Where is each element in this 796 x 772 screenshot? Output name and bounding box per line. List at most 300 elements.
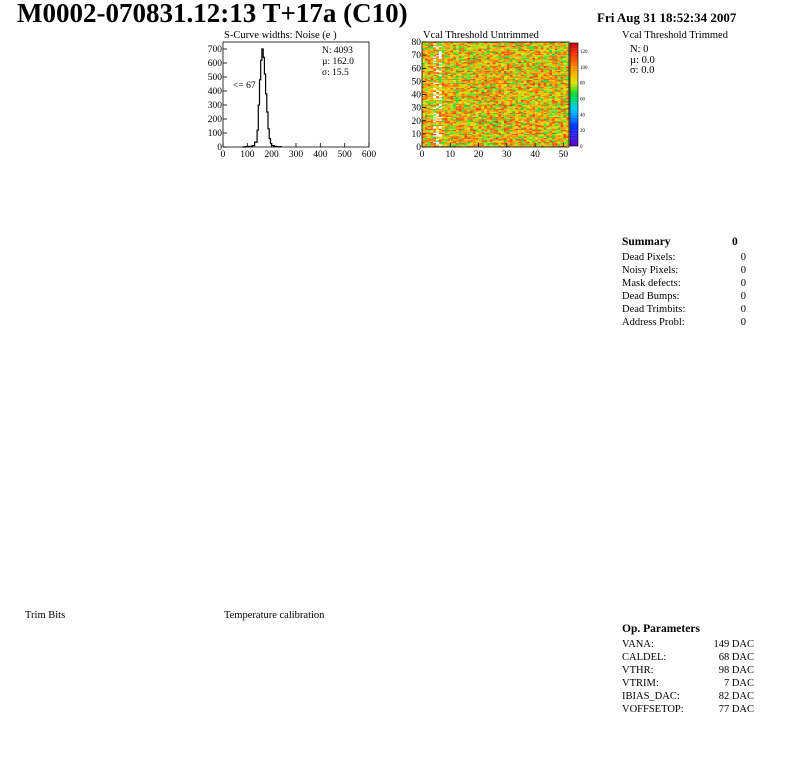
heatmap-cell — [487, 126, 490, 127]
heatmap-cell — [479, 129, 482, 130]
heatmap-cell — [464, 79, 467, 80]
heatmap-cell — [529, 62, 532, 63]
heatmap-cell — [484, 117, 487, 118]
heatmap-cell — [428, 106, 431, 107]
heatmap-cell — [512, 72, 515, 73]
palette-swatch — [570, 143, 578, 146]
heatmap-cell — [498, 135, 501, 136]
heatmap-cell — [464, 142, 467, 143]
heatmap-cell — [518, 135, 521, 136]
heatmap-cell — [473, 56, 476, 57]
heatmap-cell — [484, 51, 487, 52]
heatmap-cell — [422, 77, 425, 78]
heatmap-cell — [512, 71, 515, 72]
heatmap-cell — [558, 45, 561, 46]
heatmap-cell — [552, 66, 555, 67]
heatmap-cell — [504, 130, 507, 131]
heatmap-cell — [430, 125, 433, 126]
heatmap-cell — [484, 47, 487, 48]
heatmap-cell — [538, 45, 541, 46]
palette-swatch — [570, 110, 578, 113]
heatmap-cell — [538, 46, 541, 47]
heatmap-cell — [445, 100, 448, 101]
heatmap-cell — [521, 106, 524, 107]
trimmed-stat-mu: µ: 0.0 — [630, 55, 655, 66]
heatmap-cell — [430, 87, 433, 88]
heatmap-cell — [476, 125, 479, 126]
heatmap-cell — [496, 89, 499, 90]
heatmap-cell — [521, 118, 524, 119]
heatmap-cell — [563, 113, 566, 114]
heatmap-cell — [512, 144, 515, 145]
heatmap-cell — [430, 83, 433, 84]
heatmap-cell — [450, 119, 453, 120]
heatmap-cell — [459, 79, 462, 80]
heatmap-cell — [484, 87, 487, 88]
heatmap-cell — [462, 93, 465, 94]
heatmap-cell — [555, 72, 558, 73]
heatmap-cell — [501, 116, 504, 117]
heatmap-cell — [484, 54, 487, 55]
heatmap-cell — [490, 80, 493, 81]
heatmap-cell — [510, 68, 513, 69]
heatmap-cell — [498, 138, 501, 139]
heatmap-cell — [510, 58, 513, 59]
heatmap-cell — [453, 68, 456, 69]
heatmap-cell — [447, 60, 450, 61]
heatmap-cell — [498, 109, 501, 110]
heatmap-cell — [493, 70, 496, 71]
heatmap-cell — [481, 118, 484, 119]
heatmap-cell — [501, 58, 504, 59]
heatmap-cell — [555, 138, 558, 139]
heatmap-cell — [532, 85, 535, 86]
heatmap-cell — [532, 93, 535, 94]
heatmap-cell — [425, 85, 428, 86]
heatmap-cell — [501, 74, 504, 75]
heatmap-cell — [561, 43, 564, 44]
heatmap-cell — [544, 117, 547, 118]
heatmap-cell — [487, 53, 490, 54]
heatmap-cell — [507, 100, 510, 101]
heatmap-cell — [558, 96, 561, 97]
heatmap-cell — [445, 134, 448, 135]
heatmap-cell — [428, 127, 431, 128]
heatmap-cell — [473, 87, 476, 88]
heatmap-cell — [445, 54, 448, 55]
heatmap-cell — [425, 50, 428, 51]
heatmap-cell — [470, 45, 473, 46]
heatmap-cell — [515, 113, 518, 114]
heatmap-cell — [515, 117, 518, 118]
heatmap-cell — [518, 129, 521, 130]
heatmap-cell — [464, 49, 467, 50]
heatmap-cell — [552, 87, 555, 88]
heatmap-cell — [487, 109, 490, 110]
heatmap-cell — [428, 81, 431, 82]
heatmap-cell — [425, 114, 428, 115]
heatmap-cell — [561, 123, 564, 124]
heatmap-cell — [518, 87, 521, 88]
heatmap-cell — [428, 62, 431, 63]
heatmap-cell — [544, 144, 547, 145]
heatmap-cell — [490, 72, 493, 73]
heatmap-cell — [453, 63, 456, 64]
heatmap-cell — [445, 102, 448, 103]
heatmap-cell — [535, 98, 538, 99]
heatmap-cell — [532, 142, 535, 143]
heatmap-cell — [456, 118, 459, 119]
heatmap-cell — [561, 88, 564, 89]
heatmap-cell — [527, 66, 530, 67]
heatmap-cell — [538, 117, 541, 118]
heatmap-cell — [442, 121, 445, 122]
heatmap-cell — [549, 140, 552, 141]
heatmap-cell — [470, 125, 473, 126]
heatmap-cell — [459, 143, 462, 144]
heatmap-cell — [433, 100, 436, 101]
noise-y-tick-label: 700 — [207, 45, 222, 55]
heatmap-cell — [473, 85, 476, 86]
heatmap-cell — [473, 92, 476, 93]
heatmap-cell — [544, 97, 547, 98]
heatmap-cell — [481, 50, 484, 51]
heatmap-cell — [498, 134, 501, 135]
heatmap-cell — [476, 119, 479, 120]
heatmap-cell — [447, 66, 450, 67]
heatmap-cell — [439, 135, 442, 136]
heatmap-cell — [453, 137, 456, 138]
noise-y-tick-label: 200 — [207, 115, 222, 125]
heatmap-cell — [555, 125, 558, 126]
heatmap-cell — [422, 70, 425, 71]
heatmap-cell — [561, 66, 564, 67]
heatmap-cell — [462, 43, 465, 44]
heatmap-cell — [484, 76, 487, 77]
heatmap-cell — [538, 114, 541, 115]
heatmap-cell — [445, 79, 448, 80]
summary-row-label: Address Probl: — [622, 317, 685, 328]
heatmap-cell — [428, 75, 431, 76]
heatmap-cell — [558, 88, 561, 89]
heatmap-cell — [558, 84, 561, 85]
heatmap-cell — [425, 139, 428, 140]
heatmap-cell — [541, 76, 544, 77]
heatmap-cell — [561, 114, 564, 115]
heatmap-cell — [529, 50, 532, 51]
heatmap-cell — [538, 109, 541, 110]
heatmap-cell — [462, 70, 465, 71]
heatmap-cell — [504, 75, 507, 76]
heatmap-cell — [422, 123, 425, 124]
heatmap-cell — [498, 62, 501, 63]
heatmap-cell — [563, 121, 566, 122]
heatmap-cell — [445, 119, 448, 120]
heatmap-cell — [561, 113, 564, 114]
heatmap-cell — [428, 101, 431, 102]
heatmap-cell — [518, 134, 521, 135]
heatmap-cell — [510, 92, 513, 93]
heatmap-cell — [563, 125, 566, 126]
heatmap-cell — [422, 66, 425, 67]
heatmap-cell — [430, 104, 433, 105]
heatmap-cell — [481, 108, 484, 109]
heatmap-cell — [518, 49, 521, 50]
heatmap-cell — [510, 55, 513, 56]
heatmap-cell — [521, 56, 524, 57]
heatmap-cell — [428, 104, 431, 105]
heatmap-cell — [515, 55, 518, 56]
heatmap-cell — [544, 60, 547, 61]
heatmap-cell — [541, 51, 544, 52]
heatmap-cell — [501, 134, 504, 135]
heatmap-cell — [518, 91, 521, 92]
heatmap-cell — [459, 98, 462, 99]
heatmap-cell — [450, 47, 453, 48]
heatmap-cell — [467, 121, 470, 122]
palette-swatch — [570, 125, 578, 128]
heatmap-cell — [501, 143, 504, 144]
heatmap-cell — [487, 129, 490, 130]
heatmap-cell — [456, 46, 459, 47]
heatmap-cell — [538, 55, 541, 56]
heatmap-x-tick-label: 20 — [473, 150, 484, 160]
heatmap-cell — [436, 60, 439, 61]
heatmap-cell — [445, 74, 448, 75]
heatmap-cell — [538, 67, 541, 68]
heatmap-cell — [422, 87, 425, 88]
heatmap-cell — [535, 100, 538, 101]
heatmap-cell — [462, 76, 465, 77]
heatmap-cell — [538, 66, 541, 67]
heatmap-cell — [538, 51, 541, 52]
heatmap-cell — [558, 117, 561, 118]
heatmap-cell — [473, 112, 476, 113]
heatmap-cell — [496, 84, 499, 85]
heatmap-cell — [453, 54, 456, 55]
heatmap-cell — [541, 125, 544, 126]
heatmap-cell — [515, 75, 518, 76]
heatmap-cell — [561, 137, 564, 138]
noise-x-tick-label: 200 — [264, 150, 279, 160]
heatmap-cell — [479, 121, 482, 122]
heatmap-cell — [518, 54, 521, 55]
heatmap-cell — [470, 105, 473, 106]
heatmap-cell — [428, 109, 431, 110]
heatmap-cell — [546, 66, 549, 67]
heatmap-cell — [521, 92, 524, 93]
heatmap-cell — [467, 60, 470, 61]
heatmap-cell — [552, 129, 555, 130]
heatmap-cell — [456, 102, 459, 103]
heatmap-cell — [507, 46, 510, 47]
heatmap-cell — [442, 140, 445, 141]
heatmap-cell — [501, 112, 504, 113]
heatmap-cell — [555, 130, 558, 131]
heatmap-cell — [479, 109, 482, 110]
heatmap-cell — [496, 50, 499, 51]
heatmap-cell — [524, 135, 527, 136]
heatmap-cell — [445, 47, 448, 48]
heatmap-cell — [442, 142, 445, 143]
heatmap-cell — [479, 112, 482, 113]
heatmap-cell — [473, 117, 476, 118]
heatmap-cell — [422, 91, 425, 92]
heatmap-cell — [464, 85, 467, 86]
heatmap-cell — [428, 77, 431, 78]
heatmap-cell — [430, 93, 433, 94]
heatmap-cell — [532, 121, 535, 122]
heatmap-cell — [504, 77, 507, 78]
heatmap-cell — [450, 100, 453, 101]
heatmap-cell — [504, 114, 507, 115]
heatmap-cell — [498, 87, 501, 88]
heatmap-cell — [555, 119, 558, 120]
heatmap-cell — [456, 75, 459, 76]
heatmap-cell — [515, 144, 518, 145]
heatmap-cell — [498, 142, 501, 143]
heatmap-cell — [524, 110, 527, 111]
heatmap-cell — [515, 49, 518, 50]
heatmap-cell — [518, 109, 521, 110]
heatmap-cell — [541, 79, 544, 80]
heatmap-cell — [563, 112, 566, 113]
heatmap-cell — [507, 59, 510, 60]
heatmap-cell — [498, 53, 501, 54]
heatmap-cell — [450, 46, 453, 47]
heatmap-cell — [529, 83, 532, 84]
heatmap-cell — [512, 116, 515, 117]
heatmap-cell — [453, 88, 456, 89]
palette-swatch — [570, 58, 578, 61]
heatmap-cell — [484, 130, 487, 131]
op-parameter-value: 68 DAC — [718, 652, 754, 663]
heatmap-cell — [544, 130, 547, 131]
heatmap-cell — [552, 131, 555, 132]
heatmap-cell — [476, 68, 479, 69]
heatmap-cell — [535, 47, 538, 48]
heatmap-cell — [501, 98, 504, 99]
heatmap-cell — [527, 46, 530, 47]
heatmap-cell — [535, 119, 538, 120]
heatmap-cell — [436, 76, 439, 77]
heatmap-cell — [433, 96, 436, 97]
heatmap-cell — [450, 135, 453, 136]
heatmap-cell — [464, 106, 467, 107]
heatmap-cell — [552, 83, 555, 84]
heatmap-cell — [447, 130, 450, 131]
heatmap-cell — [422, 79, 425, 80]
heatmap-cell — [563, 130, 566, 131]
heatmap-cell — [433, 62, 436, 63]
heatmap-cell — [501, 71, 504, 72]
heatmap-cell — [549, 93, 552, 94]
heatmap-cell — [518, 88, 521, 89]
heatmap-cell — [493, 102, 496, 103]
heatmap-cell — [439, 47, 442, 48]
heatmap-cell — [476, 98, 479, 99]
heatmap-cell — [544, 114, 547, 115]
noise-stat-sigma: σ: 15.5 — [322, 68, 349, 78]
heatmap-cell — [507, 108, 510, 109]
heatmap-cell — [544, 125, 547, 126]
heatmap-cell — [439, 59, 442, 60]
heatmap-cell — [476, 96, 479, 97]
heatmap-cell — [546, 88, 549, 89]
heatmap-cell — [532, 137, 535, 138]
heatmap-cell — [512, 113, 515, 114]
heatmap-cell — [532, 77, 535, 78]
heatmap-cell — [541, 77, 544, 78]
heatmap-cell — [563, 53, 566, 54]
heatmap-cell — [493, 71, 496, 72]
heatmap-cell — [510, 117, 513, 118]
heatmap-cell — [544, 53, 547, 54]
heatmap-cell — [453, 58, 456, 59]
heatmap-cell — [507, 133, 510, 134]
heatmap-cell — [476, 66, 479, 67]
heatmap-cell — [529, 72, 532, 73]
heatmap-cell — [552, 75, 555, 76]
heatmap-cell — [473, 89, 476, 90]
heatmap-cell — [481, 102, 484, 103]
summary-row-label: Mask defects: — [622, 278, 681, 289]
heatmap-cell — [439, 102, 442, 103]
heatmap-cell — [510, 91, 513, 92]
heatmap-cell — [504, 135, 507, 136]
heatmap-cell — [456, 139, 459, 140]
heatmap-cell — [439, 56, 442, 57]
heatmap-cell — [544, 113, 547, 114]
heatmap-cell — [476, 122, 479, 123]
heatmap-cell — [428, 76, 431, 77]
heatmap-cell — [430, 118, 433, 119]
heatmap-cell — [558, 59, 561, 60]
heatmap-cell — [493, 95, 496, 96]
heatmap-cell — [532, 70, 535, 71]
heatmap-cell — [428, 137, 431, 138]
heatmap-cell — [544, 50, 547, 51]
heatmap-cell — [490, 87, 493, 88]
heatmap-cell — [445, 101, 448, 102]
heatmap-cell — [504, 138, 507, 139]
heatmap-cell — [450, 53, 453, 54]
heatmap-cell — [481, 89, 484, 90]
heatmap-cell — [481, 64, 484, 65]
heatmap-cell — [532, 58, 535, 59]
heatmap-cell — [464, 112, 467, 113]
heatmap-cell — [563, 59, 566, 60]
heatmap-cell — [524, 98, 527, 99]
heatmap-cell — [563, 118, 566, 119]
heatmap-cell — [549, 75, 552, 76]
heatmap-cell — [487, 76, 490, 77]
heatmap-cell — [464, 108, 467, 109]
heatmap-cell — [481, 122, 484, 123]
heatmap-cell — [430, 117, 433, 118]
heatmap-cell — [487, 62, 490, 63]
heatmap-cell — [549, 112, 552, 113]
heatmap-cell — [555, 47, 558, 48]
heatmap-cell — [518, 121, 521, 122]
heatmap-cell — [442, 106, 445, 107]
heatmap-cell — [538, 139, 541, 140]
heatmap-cell — [490, 123, 493, 124]
heatmap-cell — [501, 140, 504, 141]
heatmap-cell — [555, 137, 558, 138]
heatmap-cell — [464, 117, 467, 118]
heatmap-cell — [433, 92, 436, 93]
